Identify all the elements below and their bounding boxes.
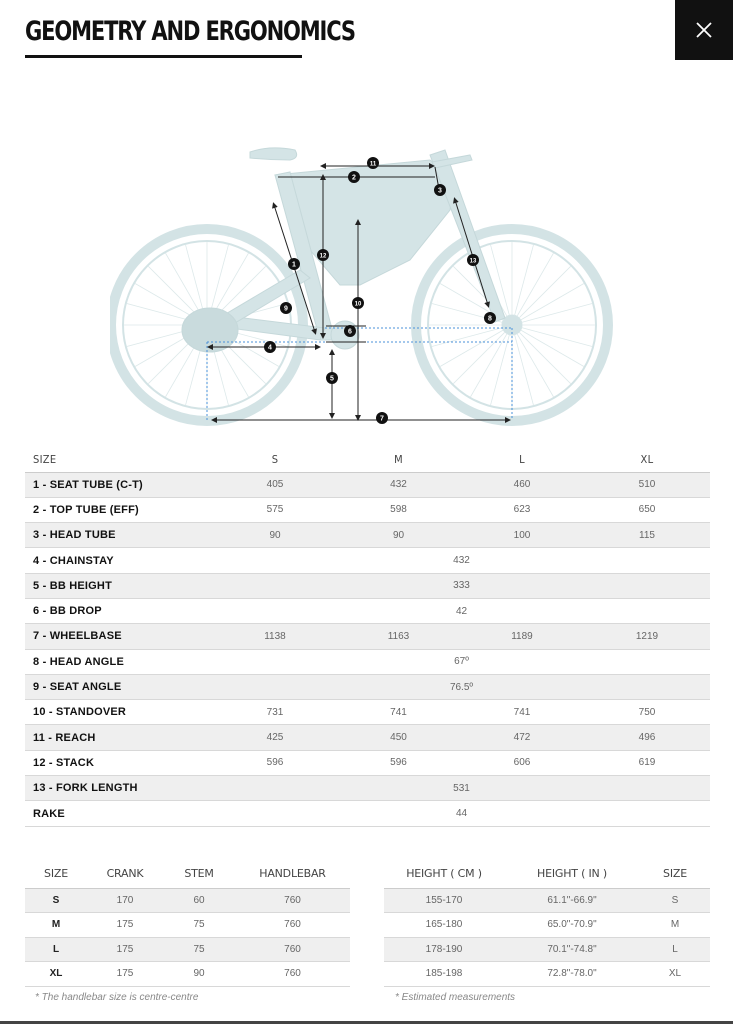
components-table [25, 860, 350, 987]
rider-height-header-size: SIZE [640, 860, 710, 888]
rider-height-row [384, 937, 710, 962]
components-cell: 760 [235, 962, 350, 987]
svg-text:12: 12 [319, 253, 327, 260]
geometry-cell: 741 [337, 700, 460, 725]
rider-height-header-row [384, 860, 710, 888]
svg-text:10: 10 [354, 301, 362, 308]
components-cell: 75 [163, 937, 235, 962]
rider-height-cell: L [640, 937, 710, 962]
dimension-callout [376, 412, 388, 424]
components-header-stem: STEM [163, 860, 235, 888]
geometry-row [25, 598, 710, 623]
geometry-cell: 510 [584, 472, 710, 497]
geometry-cell-all-sizes: 76.5º [213, 674, 710, 699]
rider-height-cell: 185-198 [384, 962, 504, 987]
geometry-row-label: 12 - STACK [25, 750, 213, 775]
geometry-cell: 606 [460, 750, 584, 775]
geometry-cell: 450 [337, 725, 460, 750]
rider-height-cell: 72.8"-78.0" [504, 962, 640, 987]
geometry-row-label: 7 - WHEELBASE [25, 624, 213, 649]
rider-height-cell: 155-170 [384, 888, 504, 913]
svg-text:3: 3 [438, 187, 442, 195]
geometry-cell: 650 [584, 497, 710, 522]
geometry-cell: 1163 [337, 624, 460, 649]
dimension-callout [344, 325, 356, 337]
geometry-cell: 619 [584, 750, 710, 775]
components-cell: 175 [87, 937, 163, 962]
components-header-handlebar: HANDLEBAR [235, 860, 350, 888]
geometry-cell-all-sizes: 432 [213, 548, 710, 573]
rider-height-cell: S [640, 888, 710, 913]
title-underline [25, 55, 302, 58]
geometry-row-label: 5 - BB HEIGHT [25, 573, 213, 598]
geometry-cell: 596 [213, 750, 337, 775]
components-row [25, 913, 350, 938]
geometry-header-s: S [213, 447, 337, 472]
close-button[interactable] [675, 0, 733, 60]
dimension-callout [264, 341, 276, 353]
rider-height-cell: 70.1"-74.8" [504, 937, 640, 962]
geometry-cell: 496 [584, 725, 710, 750]
dimension-callout [326, 372, 338, 384]
geometry-cell: 741 [460, 700, 584, 725]
dimension-callout [280, 302, 292, 314]
geometry-row-label: 6 - BB DROP [25, 598, 213, 623]
geometry-cell-all-sizes: 67º [213, 649, 710, 674]
bike-illustration [110, 100, 620, 430]
rider-height-row [384, 962, 710, 987]
components-cell: 170 [87, 888, 163, 913]
rider-height-cell: M [640, 913, 710, 938]
dimension-callout [434, 184, 446, 196]
estimate-note: * Estimated measurements [395, 992, 516, 1003]
dimension-callout [367, 157, 379, 169]
geometry-row-label: 1 - SEAT TUBE (C-T) [25, 472, 213, 497]
geometry-table [25, 447, 710, 827]
geometry-row [25, 573, 710, 598]
geometry-row [25, 472, 710, 497]
svg-text:1: 1 [292, 261, 296, 269]
geometry-row-label: 3 - HEAD TUBE [25, 523, 213, 548]
geometry-row-label: 13 - FORK LENGTH [25, 776, 213, 801]
dimension-callout [467, 254, 479, 266]
geometry-row [25, 725, 710, 750]
svg-text:8: 8 [488, 315, 492, 323]
rider-height-cell: 61.1"-66.9" [504, 888, 640, 913]
svg-text:11: 11 [369, 161, 377, 168]
geometry-header-l: L [460, 447, 584, 472]
geometry-cell: 1219 [584, 624, 710, 649]
close-icon [696, 22, 712, 38]
geometry-cell-all-sizes: 531 [213, 776, 710, 801]
geometry-row [25, 674, 710, 699]
geometry-row-label: 8 - HEAD ANGLE [25, 649, 213, 674]
geometry-header-row [25, 447, 710, 472]
rider-height-table [384, 860, 710, 987]
dimension-callout [317, 249, 329, 261]
components-cell: 760 [235, 888, 350, 913]
geometry-cell: 731 [213, 700, 337, 725]
dimension-callout [348, 171, 360, 183]
geometry-header-m: M [337, 447, 460, 472]
components-cell: 760 [235, 913, 350, 938]
geometry-cell: 425 [213, 725, 337, 750]
geometry-cell: 90 [337, 523, 460, 548]
geometry-header-size: SIZE [25, 447, 213, 472]
geometry-row [25, 624, 710, 649]
components-size-cell: L [25, 937, 87, 962]
dimension-callout [484, 312, 496, 324]
components-size-cell: XL [25, 962, 87, 987]
rider-height-cell: 165-180 [384, 913, 504, 938]
components-row [25, 937, 350, 962]
geometry-cell: 432 [337, 472, 460, 497]
svg-text:9: 9 [284, 305, 288, 313]
rider-height-cell: 65.0"-70.9" [504, 913, 640, 938]
components-size-cell: S [25, 888, 87, 913]
geometry-cell-all-sizes: 42 [213, 598, 710, 623]
geometry-row [25, 548, 710, 573]
geometry-row [25, 700, 710, 725]
handlebar-note: * The handlebar size is centre-centre [35, 992, 199, 1003]
bike-geometry-diagram [110, 100, 620, 430]
dimension-callout [288, 258, 300, 270]
components-size-cell: M [25, 913, 87, 938]
geometry-row-label: 2 - TOP TUBE (EFF) [25, 497, 213, 522]
geometry-row [25, 497, 710, 522]
rider-height-header-cm: HEIGHT ( CM ) [384, 860, 504, 888]
rider-height-row [384, 888, 710, 913]
components-cell: 760 [235, 937, 350, 962]
components-cell: 175 [87, 962, 163, 987]
page-title: GEOMETRY AND ERGONOMICS [25, 16, 355, 47]
svg-text:4: 4 [268, 344, 272, 352]
rider-height-cell: XL [640, 962, 710, 987]
geometry-cell-all-sizes: 333 [213, 573, 710, 598]
svg-text:13: 13 [469, 258, 477, 265]
components-header-row [25, 860, 350, 888]
components-header-crank: CRANK [87, 860, 163, 888]
geometry-row-label: RAKE [25, 801, 213, 826]
geometry-header-xl: XL [584, 447, 710, 472]
geometry-row [25, 649, 710, 674]
geometry-row-label: 11 - REACH [25, 725, 213, 750]
rider-height-cell: 178-190 [384, 937, 504, 962]
components-cell: 90 [163, 962, 235, 987]
geometry-cell: 596 [337, 750, 460, 775]
geometry-row-label: 10 - STANDOVER [25, 700, 213, 725]
geometry-cell: 575 [213, 497, 337, 522]
geometry-cell: 1189 [460, 624, 584, 649]
svg-text:2: 2 [352, 174, 356, 182]
geometry-row [25, 523, 710, 548]
geometry-cell: 115 [584, 523, 710, 548]
geometry-row-label: 9 - SEAT ANGLE [25, 674, 213, 699]
geometry-row-label: 4 - CHAINSTAY [25, 548, 213, 573]
geometry-cell: 460 [460, 472, 584, 497]
components-cell: 75 [163, 913, 235, 938]
geometry-cell: 623 [460, 497, 584, 522]
rider-height-header-in: HEIGHT ( IN ) [504, 860, 640, 888]
geometry-cell-all-sizes: 44 [213, 801, 710, 826]
components-row [25, 962, 350, 987]
components-header-size: SIZE [25, 860, 87, 888]
geometry-cell: 750 [584, 700, 710, 725]
geometry-row [25, 750, 710, 775]
geometry-cell: 1138 [213, 624, 337, 649]
geometry-cell: 100 [460, 523, 584, 548]
geometry-cell: 405 [213, 472, 337, 497]
geometry-cell: 90 [213, 523, 337, 548]
svg-text:6: 6 [348, 328, 352, 336]
geometry-row [25, 776, 710, 801]
svg-text:5: 5 [330, 375, 334, 383]
components-row [25, 888, 350, 913]
geometry-cell: 598 [337, 497, 460, 522]
geometry-row [25, 801, 710, 826]
components-cell: 175 [87, 913, 163, 938]
geometry-cell: 472 [460, 725, 584, 750]
svg-text:7: 7 [380, 415, 384, 423]
dimension-callout [352, 297, 364, 309]
rider-height-row [384, 913, 710, 938]
components-cell: 60 [163, 888, 235, 913]
